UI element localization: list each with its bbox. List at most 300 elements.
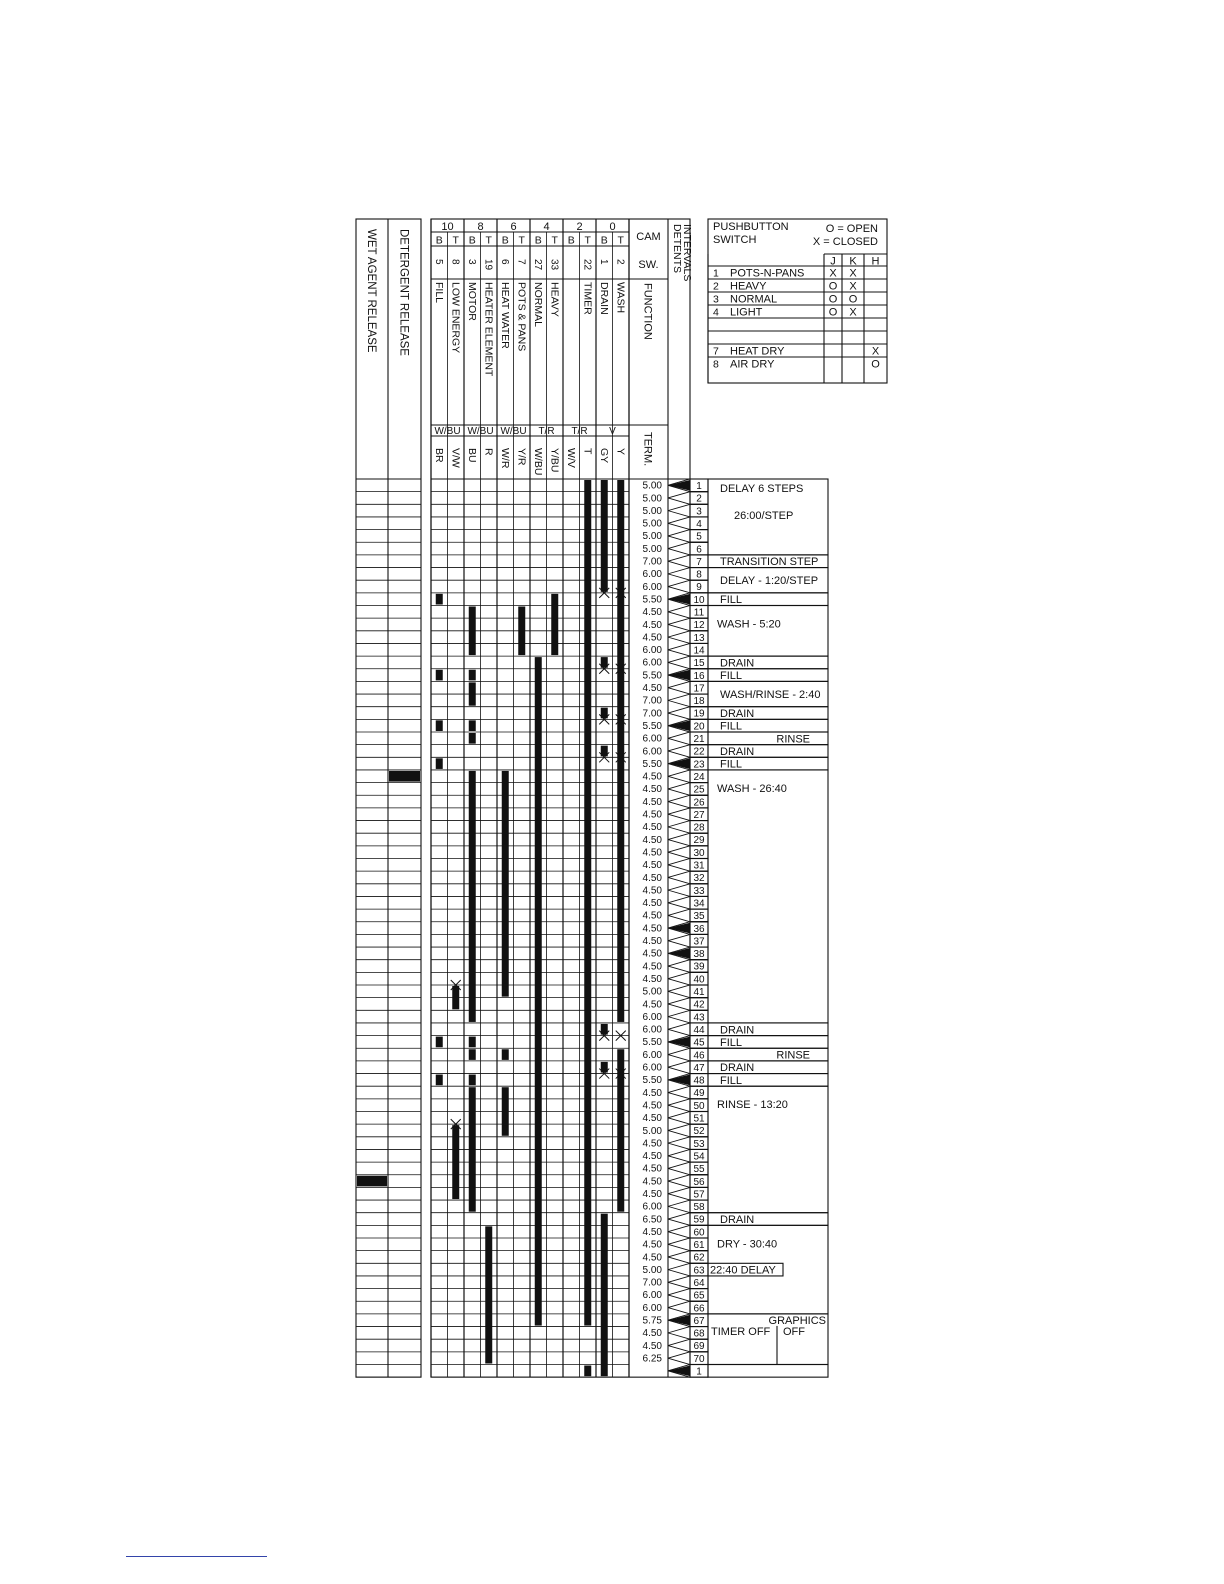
bt-label: T	[584, 234, 591, 247]
term-time: 6.00	[642, 581, 662, 593]
phase-label: FILL	[720, 1036, 743, 1049]
cam-bar	[518, 607, 525, 656]
interval-marker	[668, 492, 708, 498]
term-time: 4.50	[642, 632, 662, 644]
wire-group: T/R	[571, 426, 588, 437]
intervals-header: INTERVALS	[681, 224, 693, 282]
detent-marker	[668, 923, 690, 934]
phase-label: FILL	[720, 758, 743, 771]
cam-bar	[469, 682, 476, 705]
cam-number: 8	[477, 221, 484, 233]
bt-label: B	[435, 234, 443, 247]
cam-number: 10	[441, 221, 454, 233]
side-column-label: WET AGENT RELEASE	[365, 229, 377, 353]
pushbutton-state: X	[849, 306, 857, 319]
wire-color: BU	[465, 448, 478, 463]
footer-rule	[126, 1556, 267, 1557]
interval-marker	[668, 549, 708, 555]
function-label: TIMER	[581, 282, 594, 315]
interval-number: 69	[693, 1341, 705, 1353]
cam-number: 4	[543, 221, 550, 233]
term-time: 5.50	[642, 758, 662, 770]
term-time: 4.50	[642, 885, 662, 897]
switch-number: 3	[465, 259, 477, 265]
pushbutton-state: O	[828, 293, 838, 306]
function-label: HEAT WATER	[498, 282, 511, 349]
term-time: 5.00	[642, 543, 662, 555]
interval-marker	[668, 542, 708, 548]
phase-label: RINSE - 13:20	[717, 1099, 788, 1112]
release-bar	[357, 1176, 387, 1187]
interval-number: 22	[693, 746, 705, 758]
term-time: 6.00	[642, 1302, 662, 1314]
interval-number: 56	[693, 1176, 705, 1188]
interval-number: 15	[693, 658, 705, 670]
phase-label: WASH/RINSE - 2:40	[720, 689, 821, 702]
interval-number: 31	[693, 860, 705, 872]
term-time: 6.00	[642, 657, 662, 669]
phase-label: OFF	[783, 1325, 805, 1338]
interval-number: 2	[696, 493, 702, 505]
interval-number: 42	[693, 999, 705, 1011]
interval-number: 30	[693, 847, 705, 859]
bt-label: B	[468, 234, 476, 247]
bt-label: B	[600, 234, 608, 247]
term-time: 4.50	[642, 1328, 662, 1340]
interval-number: 29	[693, 835, 705, 847]
switch-number: 5	[432, 259, 444, 265]
detent-marker	[668, 1315, 690, 1326]
cam-bar	[601, 1214, 608, 1376]
interval-marker	[668, 517, 708, 523]
phase-label: FILL	[720, 1074, 743, 1087]
pushbutton-row-label: POTS-N-PANS	[730, 267, 805, 280]
interval-number: 70	[693, 1353, 705, 1365]
cam-number: 6	[510, 221, 517, 233]
interval-number: 59	[693, 1214, 705, 1226]
cam-bar	[436, 670, 443, 681]
term-time: 4.50	[642, 822, 662, 834]
pushbutton-legend: X = CLOSED	[812, 236, 878, 248]
phase-box	[708, 1048, 828, 1061]
term-time: 6.00	[642, 1011, 662, 1023]
interval-marker	[668, 511, 708, 517]
phase-label: DRAIN	[720, 708, 755, 721]
detent-marker	[668, 480, 690, 491]
wire-color: W/R	[498, 448, 511, 469]
interval-number: 14	[693, 645, 705, 657]
term-time: 4.50	[642, 1239, 662, 1251]
phase-label: DRAIN	[720, 1024, 755, 1037]
term-time: 4.50	[642, 1176, 662, 1188]
pushbutton-state: X	[849, 280, 857, 293]
cam-number: 0	[609, 221, 616, 233]
phase-label: FILL	[720, 720, 743, 733]
term-time: 5.50	[642, 1037, 662, 1049]
bt-label: T	[551, 234, 558, 247]
interval-number: 1	[696, 481, 702, 492]
wire-group: V	[609, 426, 616, 437]
function-label: NORMAL	[531, 282, 544, 327]
term-time: 5.00	[642, 531, 662, 543]
side-column-label: DETERGENT RELEASE	[397, 229, 410, 356]
term-time: 5.00	[642, 1264, 662, 1276]
phase-label: FILL	[720, 594, 743, 607]
interval-number: 19	[693, 708, 705, 720]
term-time: 6.00	[642, 733, 662, 745]
interval-number: 41	[693, 987, 705, 998]
interval-number: 36	[693, 923, 705, 935]
pushbutton-row-number: 3	[713, 293, 719, 306]
term-time: 6.50	[642, 1214, 662, 1226]
wire-color: T	[581, 448, 594, 455]
function-label: FILL	[432, 282, 445, 304]
term-time: 5.50	[642, 1075, 662, 1087]
pushbutton-header: J	[830, 255, 836, 268]
interval-number: 17	[693, 683, 705, 695]
cam-bar	[452, 1125, 459, 1199]
term-time: 7.00	[642, 556, 662, 568]
cam-number: 2	[576, 221, 583, 233]
interval-number: 67	[693, 1315, 705, 1327]
phase-label: RINSE	[776, 733, 810, 746]
interval-number: 63	[693, 1265, 705, 1277]
interval-number: 52	[693, 1126, 705, 1138]
pushbutton-row-label: LIGHT	[730, 306, 763, 319]
term-time: 6.00	[642, 1201, 662, 1213]
term-time: 5.00	[642, 986, 662, 998]
interval-number: 12	[693, 620, 705, 632]
term-time: 5.50	[642, 670, 662, 682]
switch-number: 1	[597, 259, 609, 265]
interval-number: 25	[693, 784, 705, 796]
bt-label: B	[567, 234, 575, 247]
interval-number: 57	[693, 1189, 705, 1201]
interval-number: 64	[693, 1277, 705, 1289]
phase-label: WASH - 26:40	[717, 782, 787, 795]
phase-label: TIMER OFF	[711, 1325, 771, 1338]
delay-note: 22:40 DELAY	[710, 1264, 776, 1277]
interval-number: 61	[693, 1240, 705, 1251]
interval-number: 46	[693, 1050, 705, 1062]
interval-number: 21	[693, 734, 705, 745]
cam-bar	[535, 657, 542, 1325]
cam-bar	[584, 1366, 591, 1377]
interval-number: 62	[693, 1252, 705, 1264]
term-time: 5.75	[642, 1315, 662, 1327]
cam-bar	[452, 986, 459, 1009]
wire-color: Y/BU	[548, 448, 561, 473]
detent-marker	[668, 1037, 690, 1048]
interval-number: 53	[693, 1138, 705, 1150]
pushbutton-state: O	[871, 358, 880, 371]
pushbutton-state: O	[828, 306, 838, 319]
term-time: 5.00	[642, 505, 662, 517]
bt-label: T	[452, 234, 459, 247]
function-label: HEATER ELEMENT	[482, 282, 495, 377]
term-time: 4.50	[642, 936, 662, 947]
term-time: 5.50	[642, 594, 662, 606]
term-time: 4.50	[642, 1151, 662, 1163]
function-label: MOTOR	[465, 282, 478, 321]
interval-marker	[668, 574, 708, 580]
phase-label: DELAY - 1:20/STEP	[720, 575, 819, 588]
interval-number: 39	[693, 961, 705, 973]
interval-number: 26	[693, 797, 705, 809]
interval-number: 40	[693, 974, 705, 986]
pushbutton-row-label: NORMAL	[730, 293, 778, 306]
interval-number: 7	[696, 556, 702, 568]
bt-label: T	[485, 234, 492, 247]
cam-bar	[502, 1049, 509, 1060]
interval-number: 18	[693, 696, 705, 708]
interval-number: 1	[696, 1366, 702, 1378]
term-time: 5.00	[642, 518, 662, 530]
interval-number: 66	[693, 1303, 705, 1315]
term-time: 6.00	[642, 1062, 662, 1074]
interval-number: 5	[696, 531, 702, 543]
cam-bar	[617, 480, 624, 1022]
wire-color: Y/R	[515, 448, 528, 466]
phase-label: DRAIN	[720, 1214, 755, 1227]
term-time: 4.50	[642, 898, 662, 910]
term-time: 4.50	[642, 910, 662, 922]
function-label: POTS & PANS	[515, 282, 528, 352]
phase-box	[708, 770, 828, 1023]
cam-bar	[551, 594, 558, 655]
pushbutton-legend: O = OPEN	[825, 223, 878, 235]
function-label: WASH	[614, 282, 627, 314]
interval-number: 33	[693, 885, 705, 897]
detent-marker	[668, 594, 690, 605]
phase-box	[708, 606, 828, 657]
term-time: 6.25	[642, 1353, 662, 1365]
cam-bar	[469, 771, 476, 1022]
term-header: TERM.	[641, 432, 654, 467]
interval-marker	[668, 498, 708, 504]
term-time: 7.00	[642, 708, 662, 720]
cam-bar	[469, 670, 476, 681]
cam-bar	[469, 1049, 476, 1060]
cam-bar	[469, 1037, 476, 1048]
interval-number: 38	[693, 949, 705, 961]
term-time: 4.50	[642, 999, 662, 1011]
wire-group: W/BU	[467, 426, 494, 437]
cam-bar	[436, 1075, 443, 1086]
term-time: 4.50	[642, 809, 662, 821]
interval-number: 8	[696, 569, 702, 581]
term-time: 4.50	[642, 619, 662, 631]
wire-group: T/R	[538, 426, 555, 437]
interval-number: 3	[696, 506, 702, 518]
term-time: 4.50	[642, 607, 662, 619]
term-time: 4.50	[642, 784, 662, 796]
wire-group: W/BU	[500, 426, 527, 437]
pushbutton-row-number: 7	[713, 345, 719, 358]
interval-number: 54	[693, 1151, 705, 1163]
interval-number: 45	[693, 1037, 705, 1049]
interval-number: 32	[693, 873, 705, 885]
interval-marker	[668, 536, 708, 542]
detent-marker	[668, 1366, 690, 1377]
pushbutton-state: X	[829, 267, 837, 280]
interval-marker	[668, 568, 708, 574]
term-time: 6.00	[642, 1024, 662, 1036]
detent-marker	[668, 720, 690, 731]
term-time: 4.50	[642, 771, 662, 783]
term-time: 4.50	[642, 1087, 662, 1099]
cam-bar	[469, 1087, 476, 1212]
cam-bar	[469, 733, 476, 744]
interval-number: 35	[693, 911, 705, 923]
detent-marker	[668, 670, 690, 681]
cam-bar	[469, 720, 476, 731]
term-time: 5.50	[642, 720, 662, 732]
wire-color: Y	[614, 448, 627, 456]
phase-label: 26:00/STEP	[734, 510, 794, 522]
phase-label: DELAY 6 STEPS	[720, 483, 804, 495]
term-time: 5.00	[642, 480, 662, 492]
term-time: 4.50	[642, 1138, 662, 1150]
interval-number: 55	[693, 1164, 705, 1176]
phase-label: TRANSITION STEP	[720, 556, 819, 569]
interval-marker	[668, 587, 708, 593]
phase-label: FILL	[720, 670, 743, 683]
term-time: 4.50	[642, 948, 662, 960]
sw-header: SW.	[638, 259, 659, 271]
wire-color: W/BU	[531, 448, 544, 476]
interval-number: 48	[693, 1075, 705, 1087]
wire-color: GY	[597, 448, 610, 464]
cam-bar	[469, 1075, 476, 1086]
phase-label: WASH - 5:20	[717, 618, 781, 631]
function-label: DRAIN	[597, 282, 610, 315]
phase-label: DRAIN	[720, 745, 755, 758]
switch-number: 6	[498, 259, 510, 265]
term-time: 4.50	[642, 1340, 662, 1352]
switch-number: 19	[482, 259, 494, 271]
interval-number: 16	[693, 670, 705, 682]
interval-number: 68	[693, 1328, 705, 1340]
pushbutton-row-label: HEAT DRY	[730, 345, 785, 358]
bt-label: T	[617, 234, 624, 247]
bt-label: B	[501, 234, 509, 247]
cam-bar	[502, 771, 509, 997]
term-time: 6.00	[642, 569, 662, 581]
interval-number: 20	[693, 721, 705, 733]
term-time: 6.00	[642, 746, 662, 758]
pushbutton-state: O	[828, 280, 838, 293]
pushbutton-header: H	[871, 255, 880, 268]
detents-header: DETENTS	[671, 224, 683, 274]
term-time: 5.00	[642, 493, 662, 505]
cam-bar	[436, 720, 443, 731]
term-time: 4.50	[642, 961, 662, 973]
term-time: 4.50	[642, 1252, 662, 1264]
pushbutton-state: X	[871, 345, 880, 358]
pushbutton-title: SWITCH	[713, 234, 757, 246]
term-time: 4.50	[642, 872, 662, 884]
interval-marker	[668, 555, 708, 561]
phase-label: RINSE	[776, 1049, 810, 1062]
pushbutton-title: PUSHBUTTON	[713, 221, 789, 233]
pushbutton-row-label: AIR DRY	[730, 358, 775, 371]
wire-color: V/W	[449, 448, 462, 468]
switch-number: 8	[449, 259, 461, 265]
term-time: 6.00	[642, 1049, 662, 1061]
term-time: 4.50	[642, 1163, 662, 1175]
term-time: 4.50	[642, 847, 662, 859]
interval-number: 43	[693, 1012, 705, 1024]
interval-marker	[668, 504, 708, 510]
interval-number: 44	[693, 1024, 705, 1036]
term-time: 4.50	[642, 834, 662, 846]
cam-bar	[436, 1037, 443, 1048]
phase-label: DRY - 30:40	[717, 1238, 778, 1251]
interval-number: 28	[693, 822, 705, 834]
interval-number: 13	[693, 632, 705, 644]
term-time: 5.00	[642, 1125, 662, 1137]
term-time: 4.50	[642, 973, 662, 985]
interval-number: 6	[696, 544, 702, 556]
release-bar	[389, 771, 420, 782]
bt-label: B	[534, 234, 542, 247]
phase-label: GRAPHICS	[768, 1314, 826, 1327]
interval-number: 60	[693, 1227, 705, 1239]
pushbutton-row-number: 2	[713, 280, 719, 293]
interval-number: 34	[693, 898, 705, 910]
pushbutton-state: O	[848, 293, 858, 306]
pushbutton-row-number: 1	[713, 267, 719, 280]
interval-number: 58	[693, 1202, 705, 1214]
interval-number: 9	[696, 582, 702, 594]
term-time: 4.50	[642, 1113, 662, 1125]
interval-number: 10	[693, 594, 705, 606]
term-time: 6.00	[642, 1290, 662, 1302]
term-time: 4.50	[642, 860, 662, 872]
term-time: 7.00	[642, 1277, 662, 1289]
wire-color: W/V	[564, 448, 577, 468]
wire-color: BR	[432, 448, 445, 463]
pushbutton-row-number: 8	[713, 358, 719, 371]
interval-number: 47	[693, 1062, 705, 1074]
cam-bar	[469, 607, 476, 656]
switch-number: 27	[531, 259, 543, 271]
phase-label: DRAIN	[720, 657, 755, 670]
function-label: LOW ENERGY	[449, 282, 462, 354]
interval-number: 24	[693, 771, 705, 783]
term-time: 4.50	[642, 1100, 662, 1112]
cam-bar	[436, 758, 443, 769]
interval-number: 50	[693, 1100, 705, 1112]
interval-number: 23	[693, 759, 705, 771]
interval-number: 51	[693, 1113, 705, 1125]
interval-number: 37	[693, 936, 705, 948]
pushbutton-header: K	[849, 255, 857, 268]
switch-number: 22	[581, 259, 593, 271]
term-time: 6.00	[642, 645, 662, 657]
interval-marker	[668, 530, 708, 536]
bt-label: T	[518, 234, 525, 247]
function-header: FUNCTION	[641, 283, 654, 340]
detent-marker	[668, 948, 690, 959]
phase-box	[708, 1365, 828, 1378]
term-time: 4.50	[642, 796, 662, 808]
cam-header: CAM	[636, 231, 661, 243]
pushbutton-row-label: HEAVY	[730, 280, 767, 293]
interval-marker	[668, 580, 708, 586]
phase-box	[708, 732, 828, 745]
